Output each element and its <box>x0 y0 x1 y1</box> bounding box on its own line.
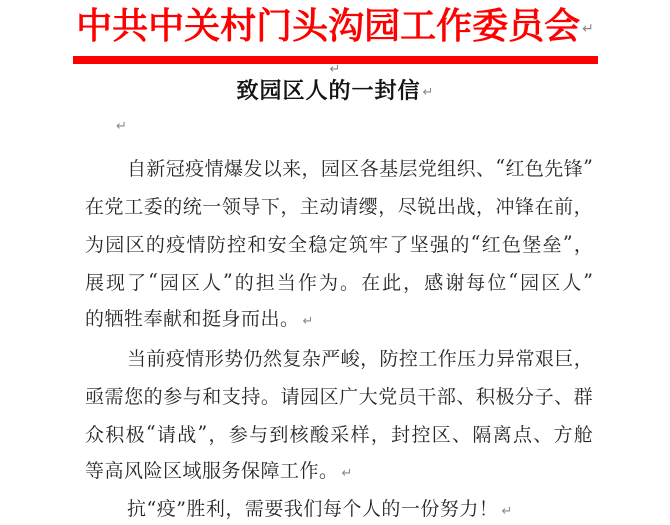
letter-line: 众 积 极 “ 请 战 ” ， 参 与 到 核 酸 采 样 ， 封 控 区 、 隔 离 点 、 方 舱 <box>85 422 593 446</box>
paragraph-mark-icon: ↵ <box>582 21 594 37</box>
letter-body <box>85 148 593 525</box>
paragraph-mark-icon: ↵ <box>341 466 353 481</box>
paragraph-mark-icon: ↵ <box>501 504 513 519</box>
letter-line: 展 现 了 “ 园 区 人 ” 的 担 当 作 为 。 在 此 ， 感 谢 每 位 “ 园 区 人 ” <box>85 270 593 294</box>
paragraph-mark-icon: ↵ <box>302 314 314 329</box>
letter-line: 在 党 工 委 的 统 一 领 导 下 ， 主 动 请 缨 ， 尽 锐 出 战 ， 冲 锋 在 前 ， <box>85 195 593 218</box>
letter-line: 自 新 冠 疫 情 爆 发 以 来 ， 园 区 各 基 层 党 组 织 、 “ 红 色 先 锋 ” <box>127 156 593 180</box>
letter-line: 为 园 区 的 疫 情 防 控 和 安 全 稳 定 筑 牢 了 坚 强 的 “ 红 色 堡 垒 ” ， <box>85 232 593 256</box>
paragraph-mark-icon: ↵ <box>329 62 341 77</box>
letterhead-title <box>0 4 670 52</box>
document-title <box>0 78 670 106</box>
letter-line: 等高风险区域服务保障工作。 ↵ <box>85 460 353 482</box>
letter-line: 抗“疫”胜利，需要我们每个人的一份努力！ ↵ <box>127 498 513 520</box>
paragraph-mark-icon: ↵ <box>422 85 434 100</box>
document-title-text: 致园区人的一封信 <box>236 79 421 104</box>
letter-line: 的牺牲奉献和挺身而出。 ↵ <box>85 308 314 330</box>
letter-line: 当 前 疫 情 形 势 仍 然 复 杂 严 峻 ， 防 控 工 作 压 力 异 常 艰 巨 ， <box>127 347 593 370</box>
letterhead-title-text: 中共中关村门头沟园工作委员会 <box>76 6 581 47</box>
paragraph-mark-icon: ↵ <box>116 119 127 134</box>
letter-line: 亟 需 您 的 参 与 和 支 持 。 请 园 区 广 大 党 员 干 部 、 积 极 分 子 、 群 <box>85 385 593 408</box>
